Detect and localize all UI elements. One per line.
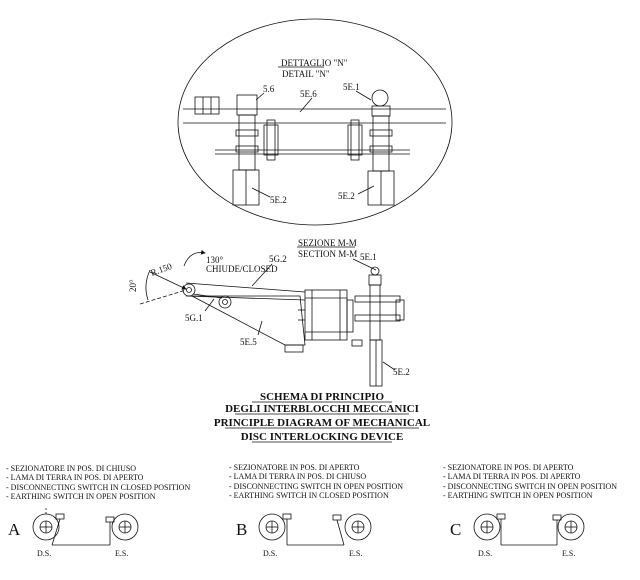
scheme-a-line-3: - DISCONNECTING SWITCH IN CLOSED POSITION bbox=[6, 483, 191, 492]
scheme-b-line-2: - LAMA DI TERRA IN POS. DI CHIUSO bbox=[229, 472, 367, 481]
scheme-b-letter: B bbox=[236, 520, 248, 539]
scheme-a-es: E.S. bbox=[115, 549, 129, 558]
detail-title-en: DETAIL "N" bbox=[282, 69, 330, 79]
label-5e2-section: 5E.2 bbox=[393, 367, 410, 377]
title-line-3: PRINCIPLE DIAGRAM OF MECHANICAL bbox=[213, 417, 431, 429]
scheme-c bbox=[443, 463, 617, 558]
scheme-c-line-1: - SEZIONATORE IN POS. DI APERTO bbox=[443, 463, 574, 472]
label-5-6: 5.6 bbox=[263, 84, 275, 94]
scheme-b bbox=[229, 463, 403, 558]
section-title-it: SEZIONE M-M bbox=[298, 238, 357, 248]
title-line-4: DISC INTERLOCKING DEVICE bbox=[240, 431, 404, 443]
label-5e5: 5E.5 bbox=[240, 337, 257, 347]
scheme-b-line-4: - EARTHING SWITCH IN CLOSED POSITION bbox=[229, 491, 389, 500]
section-title-en: SECTION M-M bbox=[298, 249, 358, 259]
scheme-c-line-2: - LAMA DI TERRA IN POS. DI APERTO bbox=[443, 472, 581, 481]
detail-title-it: DETTAGLIO "N" bbox=[281, 58, 348, 68]
label-5g2: 5G.2 bbox=[269, 254, 287, 264]
angle-130: 130° bbox=[206, 255, 224, 265]
label-5g1: 5G.1 bbox=[185, 313, 203, 323]
title-line-2: DEGLI INTERBLOCCHI MECCANICI bbox=[225, 403, 419, 415]
scheme-c-ds: D.S. bbox=[478, 549, 493, 558]
scheme-b-line-1: - SEZIONATORE IN POS. DI APERTO bbox=[229, 463, 360, 472]
scheme-c-line-3: - DISCONNECTING SWITCH IN OPEN POSITION bbox=[443, 482, 617, 491]
scheme-a-line-4: - EARTHING SWITCH IN OPEN POSITION bbox=[6, 492, 156, 501]
detail-n bbox=[178, 19, 452, 225]
angle-20: 20° bbox=[128, 279, 138, 292]
scheme-a-line-1: - SEZIONATORE IN POS. DI CHIUSO bbox=[6, 464, 137, 473]
scheme-a bbox=[6, 464, 190, 558]
scheme-b-es: E.S. bbox=[349, 549, 363, 558]
scheme-b-ds: D.S. bbox=[263, 549, 278, 558]
label-5e6: 5E.6 bbox=[300, 89, 317, 99]
detail-ellipse bbox=[178, 19, 452, 225]
chiude-label: CHIUDE/CLOSED bbox=[206, 264, 278, 274]
scheme-b-line-3: - DISCONNECTING SWITCH IN OPEN POSITION bbox=[229, 482, 403, 491]
scheme-a-letter: A bbox=[8, 520, 21, 539]
title-line-1: SCHEMA DI PRINCIPIO bbox=[259, 391, 385, 403]
label-5e1-detail: 5E.1 bbox=[343, 82, 360, 92]
label-5e2-left: 5E.2 bbox=[270, 195, 287, 205]
label-5e1-section: 5E.1 bbox=[360, 252, 377, 262]
radius-label: R.150 bbox=[149, 261, 174, 278]
scheme-c-es: E.S. bbox=[562, 549, 576, 558]
scheme-c-line-4: - EARTHING SWITCH IN OPEN POSITION bbox=[443, 491, 593, 500]
scheme-a-ds: D.S. bbox=[37, 549, 52, 558]
title-block bbox=[214, 391, 430, 443]
label-5e2-right: 5E.2 bbox=[338, 191, 355, 201]
scheme-a-line-2: - LAMA DI TERRA IN POS. DI APERTO bbox=[6, 473, 144, 482]
scheme-c-letter: C bbox=[450, 520, 462, 539]
